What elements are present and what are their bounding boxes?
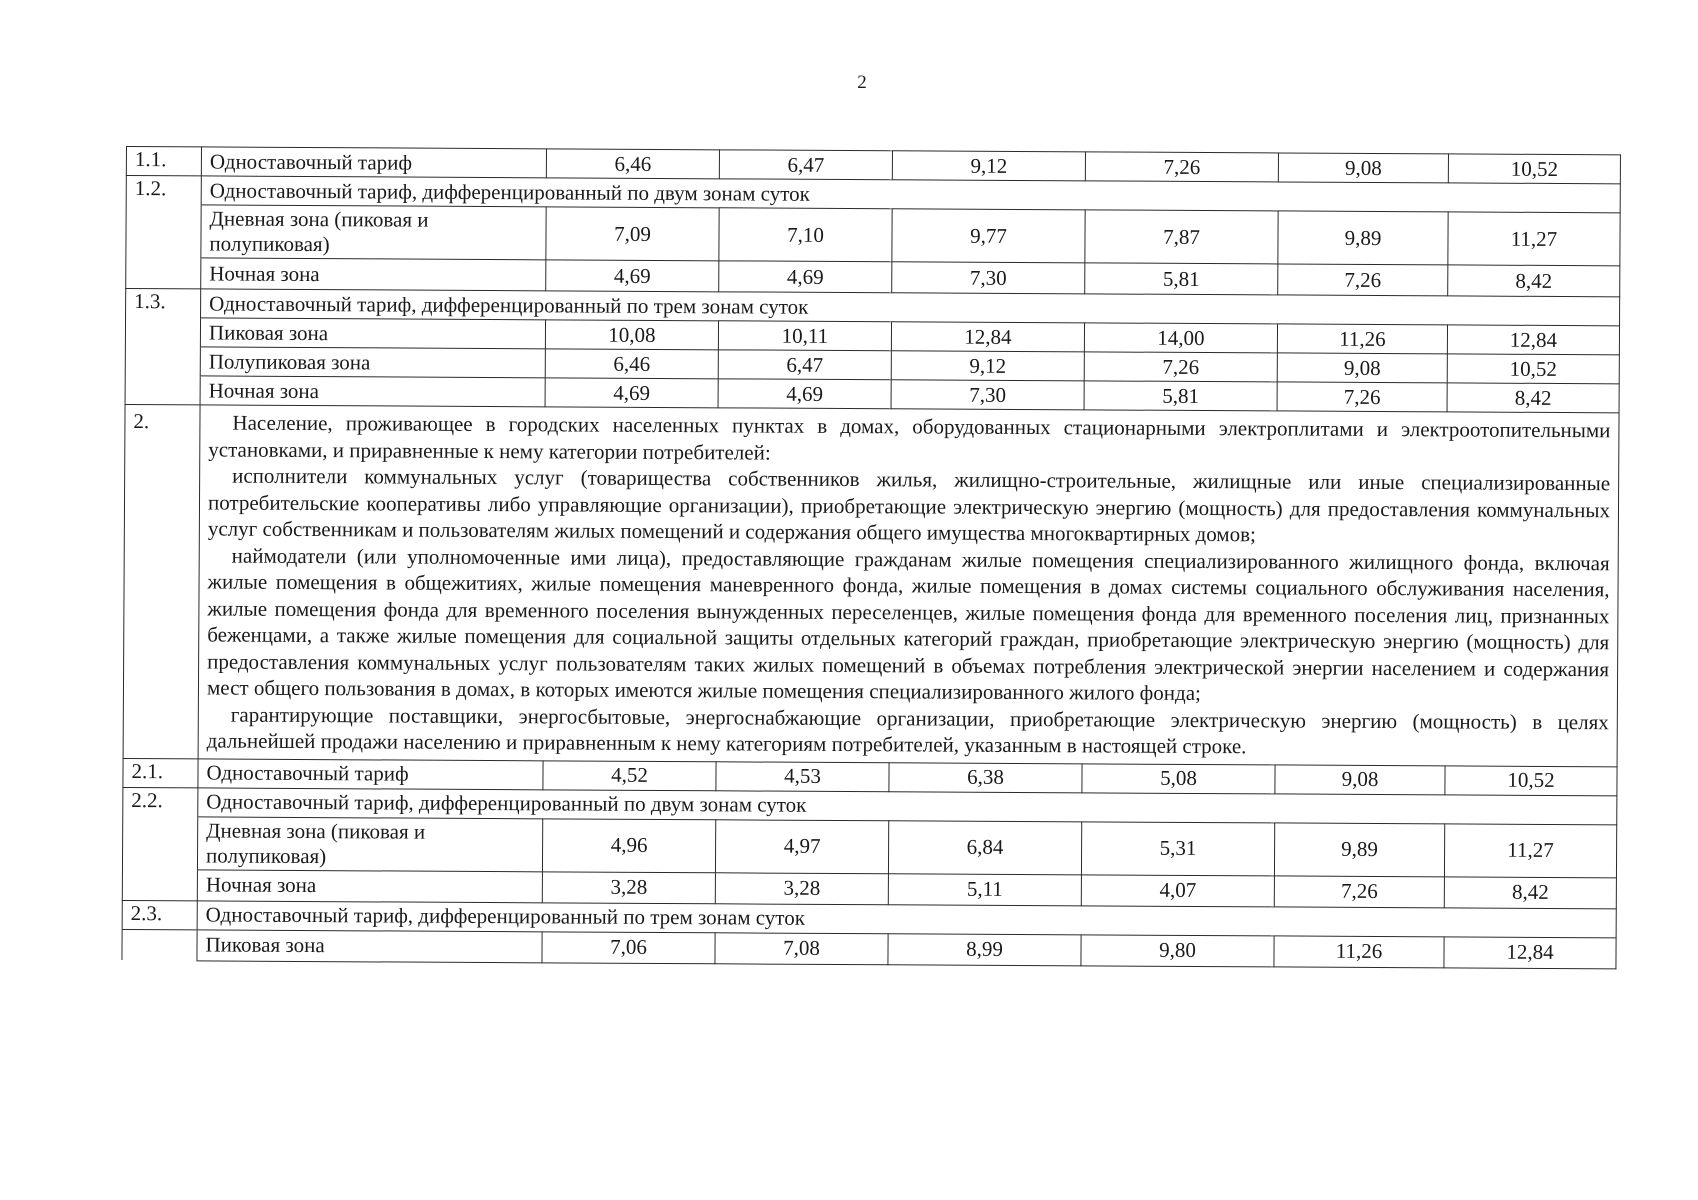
tariff-value: 12,84 [891,322,1084,352]
tariff-value: 12,84 [1447,325,1619,355]
table-row [122,816,1616,877]
row-label: Дневная зона (пиковая и полупиковая) [197,816,542,871]
section-heading: Одноставочный тариф, дифференцированный по трем зонам суток [197,900,1616,937]
tariff-value: 7,09 [546,207,719,261]
tariff-value: 9,08 [1277,353,1447,383]
tariff-value: 11,26 [1274,935,1444,967]
page-number: 2 [857,72,867,93]
row-number: 2.3. [122,900,197,929]
tariff-value: 10,11 [718,321,891,351]
row-number-empty [122,929,197,960]
section-heading: Одноставочный тариф, дифференцированный по двум зонам суток [201,176,1620,213]
row-label: Дневная зона (пиковая и полупиковая) [201,205,546,260]
tariff-value: 7,26 [1274,875,1444,907]
section-heading: Одноставочный тариф, дифференцированный по двум зонам суток [198,787,1617,824]
tariff-table [121,146,1621,969]
row-number-empty [122,816,197,869]
tariff-value: 4,52 [543,760,716,790]
tariff-value: 4,53 [716,761,889,791]
table-row [123,404,1619,766]
tariff-value: 9,08 [1278,153,1448,183]
description-paragraph: исполнители коммунальных услуг (товарищества собственников жилья, жилищно-строительные, жилищные или иные специализированные потребительские кооперативы либо управляющие организации), приобретающие электрическую энергию (мощность) для предоставления коммунальных услуг собственникам и пользователям жилых помещений и содержания общего имущества многоквартирных домов; [207,463,1611,547]
tariff-value: 10,52 [1448,154,1620,184]
description-paragraph: Население, проживающее в городских населенных пунктах в домах, оборудованных стационарными электроплитами и электроотопительными установками, и приравненные к нему категории потребителей: [208,410,1611,465]
row-label: Ночная зона [197,869,542,902]
row-number: 1.2. [126,176,201,205]
tariff-value: 7,30 [891,380,1084,410]
tariff-value: 7,08 [715,932,888,964]
tariff-value: 7,87 [1085,210,1278,264]
tariff-value: 6,47 [718,350,891,380]
tariff-value: 3,28 [542,871,715,903]
tariff-value: 11,27 [1448,212,1620,266]
tariff-value: 9,89 [1278,211,1448,265]
tariff-value: 5,81 [1084,381,1277,411]
tariff-value: 10,08 [545,320,718,350]
tariff-value: 6,46 [545,349,718,379]
tariff-value: 5,31 [1081,821,1274,875]
tariff-value: 12,84 [1444,936,1616,968]
row-number: 1.1. [126,147,201,176]
tariff-value: 4,96 [542,818,715,872]
row-number-empty [125,375,200,404]
tariff-value: 8,99 [888,933,1081,965]
tariff-value: 11,27 [1444,823,1616,877]
row-number: 2.2. [123,787,198,816]
tariff-value: 9,77 [892,209,1085,263]
tariff-value: 3,28 [715,872,888,904]
row-label: Ночная зона [200,376,545,407]
tariff-value: 7,26 [1277,382,1447,412]
tariff-value: 7,26 [1278,264,1448,296]
row-label: Одноставочный тариф [198,758,543,789]
tariff-value: 9,89 [1274,822,1444,876]
tariff-value: 8,42 [1444,876,1616,908]
row-number-empty [125,346,200,375]
tariff-table-wrapper [121,146,1620,969]
row-label: Ночная зона [201,258,546,291]
tariff-value: 5,11 [888,873,1081,905]
row-label: Одноставочный тариф [201,147,546,178]
tariff-value: 9,12 [891,351,1084,381]
tariff-value: 9,12 [892,151,1085,181]
tariff-value: 9,08 [1275,764,1445,794]
tariff-value: 8,42 [1447,383,1619,413]
row-label: Пиковая зона [200,318,545,349]
tariff-value: 4,69 [719,261,892,293]
tariff-value: 7,06 [542,931,715,963]
row-number-empty [125,318,200,347]
tariff-value: 10,52 [1447,354,1619,384]
tariff-value: 8,42 [1448,265,1620,297]
tariff-value: 5,08 [1082,763,1275,793]
tariff-value: 11,26 [1277,324,1447,354]
tariff-value: 4,69 [718,379,891,409]
row-label: Полупиковая зона [200,347,545,378]
tariff-value: 9,80 [1081,934,1274,966]
row-number-empty [122,869,197,900]
tariff-value: 7,10 [719,208,892,262]
tariff-value: 6,47 [719,150,892,180]
tariff-value: 10,52 [1445,765,1617,795]
row-number: 1.3. [126,289,201,318]
row-label: Пиковая зона [197,929,542,962]
tariff-value: 7,26 [1085,152,1278,182]
tariff-value: 6,46 [546,149,719,179]
description-paragraph: наймодатели (или уполномоченные ими лица), предоставляющие гражданам жилые помещения специализированного жилищного фонда, включая жилые помещения в общежитиях, жилые помещения маневренного фонда, жилые помещения в домах системы социального обслуживания населения, жилые помещения фонда для временного поселения вынужденных переселенцев, жилые помещения фонда для временного поселения лиц, признанных беженцами, а также жилые помещения для социальной защиты отдельных категорий граждан, приобретающие электрическую энергию (мощность) для предоставления коммунальных услуг пользователям таких жилых помещений в объемах потребления электрической энергии населением и содержания мест общего пользования в домах, в которых имеются жилые помещения специализированного жилого фонда; [206,543,1610,706]
tariff-value: 4,07 [1081,874,1274,906]
tariff-value: 5,81 [1085,263,1278,295]
tariff-value: 14,00 [1084,323,1277,353]
row-number: 2.1. [123,758,198,787]
tariff-value: 4,69 [545,378,718,408]
tariff-value: 6,84 [888,820,1081,874]
row-number-empty [126,258,201,289]
tariff-value: 7,30 [892,262,1085,294]
description-paragraph: гарантирующие поставщики, энергосбытовые, энергоснабжающие организации, приобретающие электрическую энергию (мощность) в целях дальнейшей продажи населению и приравненным к нему категориям потребителей, указанным в настоящей строке. [206,702,1609,759]
tariff-value: 6,38 [889,762,1082,792]
table-row [126,205,1620,266]
category-description [198,405,1619,766]
tariff-value: 7,26 [1084,352,1277,382]
section-heading: Одноставочный тариф, дифференцированный по трем зонам суток [201,289,1620,326]
row-number-empty [126,205,201,258]
tariff-value: 4,97 [715,819,888,873]
row-number: 2. [123,404,200,758]
tariff-value: 4,69 [546,260,719,292]
